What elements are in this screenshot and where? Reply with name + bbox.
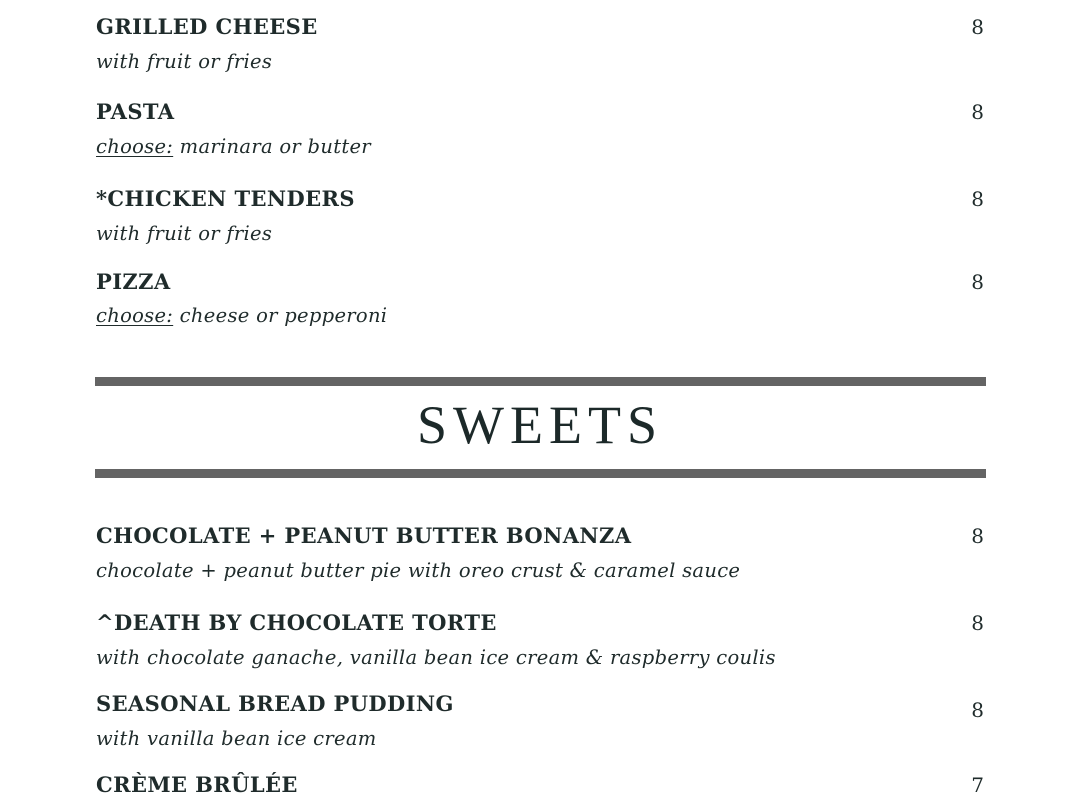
- item-name: SEASONAL BREAD PUDDING: [96, 691, 454, 716]
- section-divider-top: [95, 377, 986, 386]
- item-price: 8: [971, 611, 984, 635]
- item-description-text: with fruit or fries: [96, 50, 273, 73]
- item-description-text: marinara or butter: [173, 135, 371, 158]
- item-name: PASTA: [96, 99, 175, 124]
- item-description: [96, 135, 371, 159]
- item-name: PIZZA: [96, 269, 171, 294]
- item-description: [96, 222, 272, 246]
- item-price: 8: [971, 187, 984, 211]
- item-name: ^DEATH BY CHOCOLATE TORTE: [96, 610, 497, 635]
- item-description: with vanilla bean ice cream: [96, 727, 377, 750]
- item-price: 8: [971, 524, 984, 548]
- choose-label: choose:: [96, 304, 174, 327]
- item-description: chocolate + peanut butter pie with oreo crust & caramel sauce: [96, 559, 741, 582]
- section-divider-bottom: [95, 469, 986, 478]
- item-name: CHOCOLATE + PEANUT BUTTER BONANZA: [96, 523, 632, 548]
- item-description-text: cheese or pepperoni: [173, 304, 388, 327]
- item-price: 8: [971, 15, 984, 39]
- item-description: [96, 304, 387, 328]
- item-name: CRÈME BRÛLÉE: [96, 772, 298, 797]
- item-price: 7: [971, 773, 984, 797]
- item-name: *CHICKEN TENDERS: [96, 186, 355, 211]
- item-description-text: with fruit or fries: [96, 222, 273, 245]
- choose-label: choose:: [96, 135, 174, 158]
- item-name: GRILLED CHEESE: [96, 14, 318, 39]
- section-title-sweets: SWEETS: [417, 395, 663, 455]
- item-price: 8: [971, 100, 984, 124]
- item-description: [96, 50, 272, 74]
- item-price: 8: [971, 698, 984, 722]
- item-description: with chocolate ganache, vanilla bean ice cream & raspberry coulis: [96, 646, 776, 669]
- item-price: 8: [971, 270, 984, 294]
